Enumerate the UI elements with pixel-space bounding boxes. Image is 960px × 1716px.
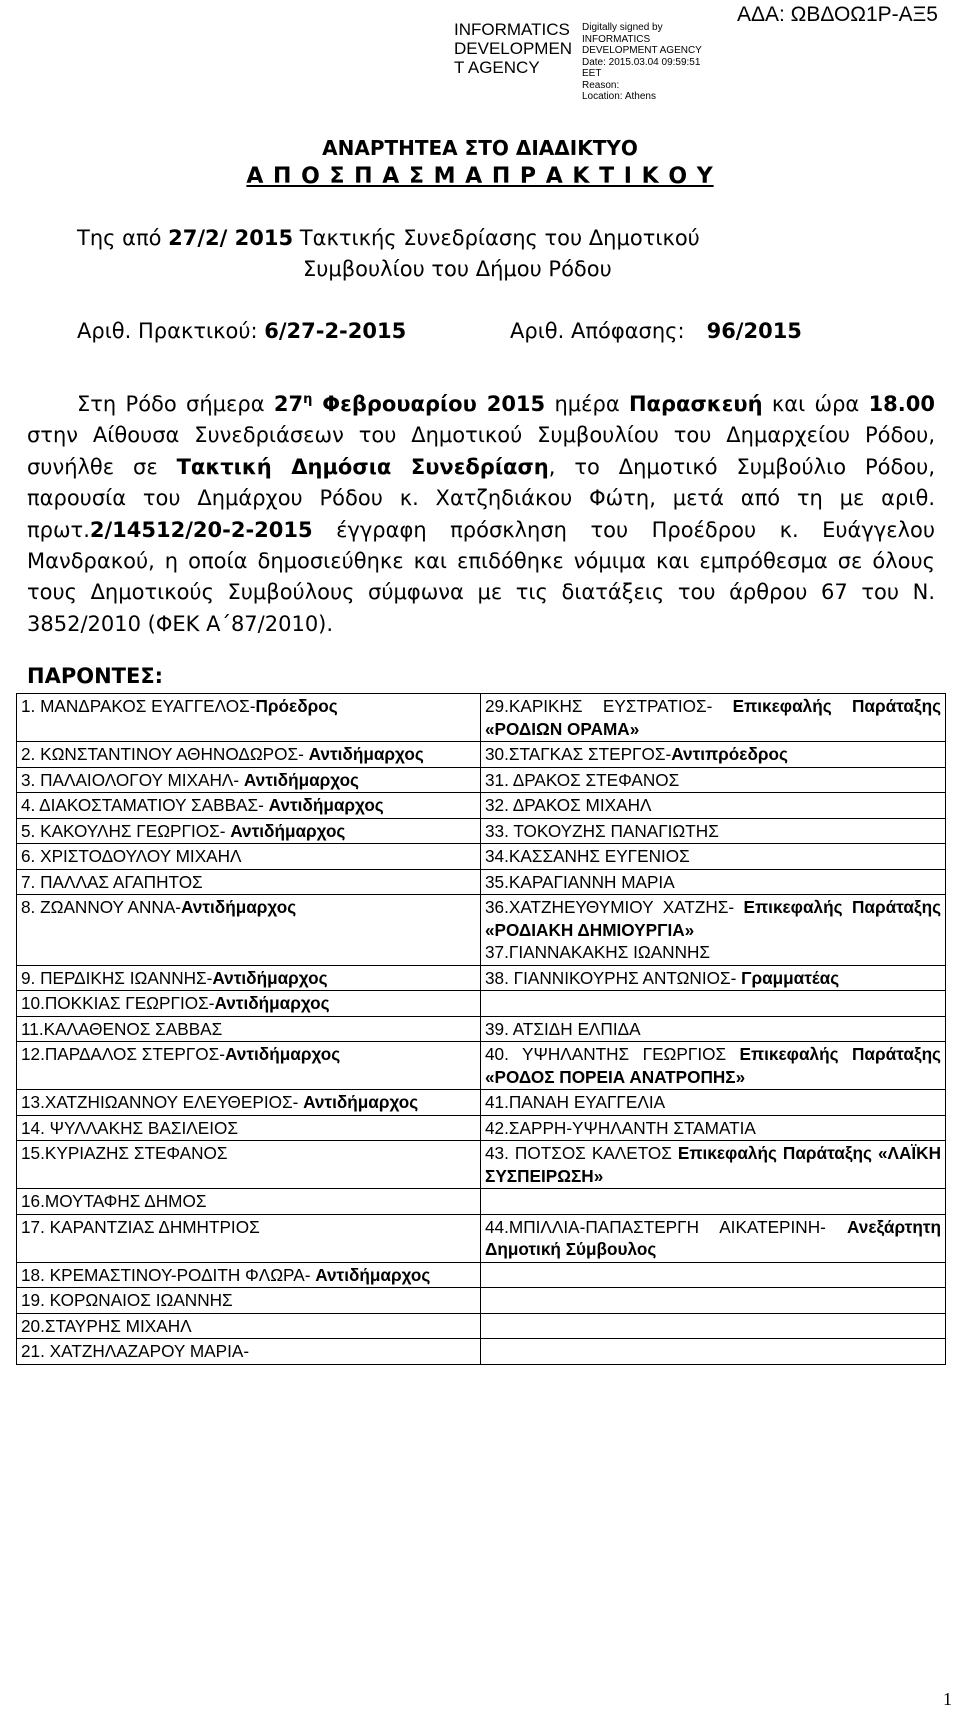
signature-name (454, 20, 572, 77)
attendee-role: Αντιπρόεδρος (671, 744, 788, 764)
decision-label: Αριθ. Απόφασης: (510, 319, 685, 343)
intro-time: 18.00 (868, 392, 935, 416)
attendee-cell-right (481, 767, 946, 793)
attendee-role: Πρόεδρος (255, 696, 338, 716)
attendee-name: 19. ΚΟΡΩΝΑΙΟΣ ΙΩΑΝΝΗΣ (21, 1290, 233, 1310)
attendee-cell-left (17, 1141, 481, 1189)
attendee-name: 2. ΚΩΝΣΤΑΝΤΙΝΟΥ ΑΘΗΝΟΔΩΡΟΣ- (21, 744, 309, 764)
attendee-role: Επικεφαλής Παράταξης «ΡΟΔΙΩΝ ΟΡΑΜΑ» (485, 696, 942, 739)
attendee-cell-left (17, 869, 481, 895)
session-date: 27/2/ 2015 (168, 226, 294, 250)
session-line-2: Συμβουλίου του Δήμου Ρόδου (303, 257, 612, 281)
attendee-name: 35.ΚΑΡΑΓΙΑΝΝΗ ΜΑΡΙΑ (485, 871, 675, 892)
attendee-cell-left (17, 991, 481, 1017)
attendee-name: 31. ΔΡΑΚΟΣ ΣΤΕΦΑΝΟΣ (485, 769, 680, 790)
table-row (17, 869, 946, 895)
signature-detail-line: EET (582, 68, 602, 79)
intro-text: , το Δημοτικό Συμβούλιο Ρόδου, παρουσία του Δημάρχου Ρόδου κ. Χατζηδιάκου Φώτη, μετά από τη με αριθ. πρωτ. (27, 454, 936, 542)
attendee-name: 12.ΠΑΡΔΑΛΟΣ ΣΤΕΡΓΟΣ- (21, 1044, 226, 1064)
attendee-role: Αντιδήμαρχος (181, 897, 297, 917)
attendee-name: 15.ΚΥΡΙΑΖΗΣ ΣΤΕΦΑΝΟΣ (21, 1143, 228, 1163)
signature-detail-line: Reason: (582, 79, 620, 91)
attendee-cell-left (17, 1090, 481, 1116)
attendee-role: Επικεφαλής Παράταξης «ΡΟΔΙΑΚΗ ΔΗΜΙΟΥΡΓΙΑ» (485, 897, 942, 940)
table-row (17, 767, 946, 793)
attendee-cell-right (481, 1339, 946, 1365)
signature-details (582, 22, 702, 103)
attendee-cell-right (481, 694, 946, 742)
intro-month: Φεβρουαρίου 2015 (312, 392, 546, 416)
attendee-role: Αντιδήμαρχος (230, 820, 346, 841)
attendee-name: 37.ΓΙΑΝΝΑΚΑΚΗΣ ΙΩΑΝΝΗΣ (485, 942, 711, 962)
attendee-name: 39. ΑΤΣΙΔΗ ΕΛΠΙΔΑ (485, 1018, 641, 1039)
attendee-cell-left (17, 1288, 481, 1314)
table-row (17, 895, 946, 966)
attendee-cell-left (17, 1262, 481, 1288)
attendee-name: 43. ΠΟΤΣΟΣ ΚΑΛΕΤΟΣ (485, 1143, 678, 1163)
page-number: 1 (943, 1689, 952, 1709)
attendee-cell-right (481, 844, 946, 870)
table-row (17, 844, 946, 870)
attendee-cell-right (481, 1288, 946, 1314)
table-row (17, 1313, 946, 1339)
table-row (17, 1115, 946, 1141)
table-row (17, 1288, 946, 1314)
session-pre: Της από (77, 226, 169, 250)
table-row (17, 1141, 946, 1189)
attendee-role: Αντιδήμαρχος (243, 769, 360, 790)
signature-detail-line: INFORMATICS (582, 33, 651, 45)
signature-detail-line: Date: 2015.03.04 09:59:51 (582, 56, 701, 68)
attendee-cell-right (481, 818, 946, 844)
attendee-role: Επικεφαλής Παράταξης «ΡΟΔΟΣ ΠΟΡΕΙΑ ΑΝΑΤΡΟΠΗΣ» (485, 1044, 941, 1087)
attendee-name: 44.ΜΠΙΛΛΙΑ-ΠΑΠΑΣΤΕΡΓΗ ΑΙΚΑΤΕΡΙΝΗ- (485, 1216, 847, 1237)
table-row (17, 1262, 946, 1288)
present-title: ΠΑΡΟΝΤΕΣ: (27, 664, 164, 688)
attendee-role: Αντιδήμαρχος (214, 993, 330, 1013)
attendee-cell-right (481, 1115, 946, 1141)
attendee-cell-right (481, 1189, 946, 1215)
attendee-cell-right (481, 1090, 946, 1116)
attendee-cell-right (481, 1313, 946, 1339)
attendee-name: 38. ΓΙΑΝΝΙΚΟΥΡΗΣ ΑΝΤΩΝΙΟΣ- (485, 967, 742, 988)
attendee-name: 4. ΔΙΑΚΟΣΤΑΜΑΤΙΟΥ ΣΑΒΒΑΣ- (21, 795, 269, 815)
intro-protocol: 2/14512/20-2-2015 (89, 517, 313, 542)
attendee-name: 7. ΠΑΛΛΑΣ ΑΓΑΠΗΤΟΣ (21, 871, 203, 892)
minutes-label: Αριθ. Πρακτικού: (77, 319, 265, 343)
attendee-cell-right (481, 869, 946, 895)
attendee-cell-left (17, 767, 481, 793)
attendee-cell-right (481, 965, 946, 991)
decision-number (510, 319, 802, 343)
decision-value: 96/2015 (706, 319, 802, 343)
attendee-name: 32. ΔΡΑΚΟΣ ΜΙΧΑΗΛ (485, 795, 652, 815)
attendee-name: 17. ΚΑΡΑΝΤΖΙΑΣ ΔΗΜΗΤΡΙΟΣ (21, 1216, 260, 1237)
table-row (17, 1042, 946, 1090)
attendee-cell-left (17, 895, 481, 966)
table-row (17, 965, 946, 991)
attendee-name: 3. ΠΑΛΑΙΟΛΟΓΟΥ ΜΙΧΑΗΛ- (21, 769, 244, 790)
attendee-cell-left (17, 793, 481, 819)
intro-session-type: Τακτική Δημόσια Συνεδρίαση (176, 454, 549, 479)
attendee-role: Αντιδήμαρχος (268, 795, 384, 815)
intro-paragraph (27, 384, 935, 640)
attendee-cell-left (17, 1189, 481, 1215)
attendee-name: 10.ΠΟΚΚΙΑΣ ΓΕΩΡΓΙΟΣ- (21, 993, 215, 1013)
attendee-cell-left (17, 844, 481, 870)
attendee-name: 41.ΠΑΝΑΗ ΕΥΑΓΓΕΛΙΑ (485, 1092, 666, 1112)
table-row (17, 1016, 946, 1042)
attendee-cell-right (481, 991, 946, 1017)
attendee-name: 42.ΣΑΡΡΗ-ΥΨΗΛΑΝΤΗ ΣΤΑΜΑΤΙΑ (485, 1117, 756, 1138)
attendee-cell-left (17, 694, 481, 742)
attendee-cell-left (17, 742, 481, 768)
attendee-name: 5. ΚΑΚΟΥΛΗΣ ΓΕΩΡΓΙΟΣ- (21, 820, 231, 841)
attendee-name: 29.ΚΑΡΙΚΗΣ ΕΥΣΤΡΑΤΙΟΣ- (485, 696, 733, 716)
attendee-cell-right (481, 742, 946, 768)
attendee-cell-left (17, 818, 481, 844)
attendee-name: 18. ΚΡΕΜΑΣΤΙΝΟΥ-ΡΟΔΙΤΗ ΦΛΩΡΑ- (21, 1264, 316, 1285)
intro-text: έγγραφη πρόσκληση του Προέδρου κ. Ευάγγελου Μανδρακού, η οποία δημοσιεύθηκε και επιδόθηκε νόμιμα και εμπρόθεσμα σε όλους τους Δημοτικούς Συμβούλους σύμφωνα με τις διατάξεις του άρθρου 67 του Ν. 3852/2010 (ΦΕΚ Α΄87/2010). (27, 517, 935, 636)
document-title: Α Π Ο Σ Π Α Σ Μ Α Π Ρ Α Κ Τ Ι Κ Ο Υ (246, 164, 714, 189)
attendee-cell-right (481, 895, 946, 966)
signature-name-line: T AGENCY (454, 58, 540, 77)
intro-weekday: Παρασκευή (628, 392, 763, 416)
attendee-cell-left (17, 1016, 481, 1042)
attendee-name: 8. ΖΩΑΝΝΟΥ ΑΝΝΑ- (21, 897, 182, 917)
session-line (77, 226, 700, 250)
attendee-cell-left (17, 1313, 481, 1339)
intro-text: Στη Ρόδο σήμερα (77, 392, 274, 416)
minutes-value: 6/27-2-2015 (264, 319, 407, 343)
intro-text: στην Αίθουσα Συνεδριάσεων του Δημοτικού Συμβουλίου του Δημαρχείου Ρόδου, συνήλθε σε (27, 423, 935, 479)
signature-name-line: DEVELOPMEN (454, 39, 573, 58)
attendee-name: 13.ΧΑΤΖΗΙΩΑΝΝΟΥ ΕΛΕΥΘΕΡΙΟΣ- (21, 1092, 304, 1112)
posting-notice: ΑΝΑΡΤΗΤΕΑ ΣΤΟ ΔΙΑΔΙΚΤΥΟ (322, 136, 638, 160)
attendee-name: 14. ΨΥΛΛΑΚΗΣ ΒΑΣΙΛΕΙΟΣ (21, 1117, 238, 1138)
attendee-role: Ανεξάρτητη Δημοτική Σύμβουλος (485, 1216, 941, 1259)
attendee-cell-right (481, 793, 946, 819)
attendees-table (16, 693, 946, 1365)
intro-text: και ώρα (762, 392, 869, 416)
session-post: Τακτικής Συνεδρίασης του Δημοτικού (293, 226, 700, 250)
attendee-name: 34.ΚΑΣΣΑΝΗΣ ΕΥΓΕΝΙΟΣ (485, 846, 690, 866)
attendee-cell-left (17, 1115, 481, 1141)
signature-detail-line: Location: Athens (582, 91, 656, 102)
day-number: 27 (273, 392, 304, 416)
attendee-role: Αντιδήμαρχος (225, 1044, 341, 1064)
attendee-cell-left (17, 1042, 481, 1090)
attendee-name: 20.ΣΤΑΥΡΗΣ ΜΙΧΑΗΛ (21, 1315, 192, 1336)
attendee-name: 40. ΥΨΗΛΑΝΤΗΣ ΓΕΩΡΓΙΟΣ (485, 1044, 740, 1064)
attendee-name: 6. ΧΡΙΣΤΟΔΟΥΛΟΥ ΜΙΧΑΗΛ (21, 846, 242, 866)
attendee-name: 16.ΜΟΥΤΑΦΗΣ ΔΗΜΟΣ (21, 1191, 207, 1211)
intro-day (274, 392, 545, 416)
attendee-name: 33. ΤΟΚΟΥΖΗΣ ΠΑΝΑΓΙΩΤΗΣ (485, 820, 719, 841)
table-row (17, 818, 946, 844)
attendee-role: Επικεφαλής Παράταξης «ΛΑΪΚΗ ΣΥΣΠΕΙΡΩΣΗ» (485, 1143, 942, 1186)
day-suffix: η (303, 392, 313, 407)
ada-code: ΑΔΑ: ΩΒΔΟΩ1Ρ-ΑΞ5 (736, 3, 938, 26)
signature-detail-line: DEVELOPMENT AGENCY (582, 45, 702, 56)
table-row (17, 742, 946, 768)
table-row (17, 1339, 946, 1365)
attendee-role: Γραμματέας (741, 967, 840, 988)
attendee-role: Αντιδήμαρχος (212, 967, 328, 988)
attendee-cell-left (17, 1214, 481, 1262)
table-row (17, 1214, 946, 1262)
attendee-role: Αντιδήμαρχος (315, 1264, 431, 1285)
attendee-name: 1. ΜΑΝΔΡΑΚΟΣ ΕΥΑΓΓΕΛΟΣ- (21, 696, 256, 716)
attendee-cell-left (17, 965, 481, 991)
table-row (17, 694, 946, 742)
signature-detail-line: Digitally signed by (582, 22, 663, 33)
attendee-role: Αντιδήμαρχος (303, 1092, 419, 1112)
attendee-role: Αντιδήμαρχος (308, 744, 424, 764)
attendee-name: 21. ΧΑΤΖΗΛΑΖΑΡΟΥ ΜΑΡΙΑ- (21, 1341, 250, 1361)
table-row (17, 1090, 946, 1116)
attendee-cell-right (481, 1141, 946, 1189)
attendee-cell-right (481, 1262, 946, 1288)
attendee-name: 30.ΣΤΑΓΚΑΣ ΣΤΕΡΓΟΣ- (485, 744, 672, 764)
attendee-cell-left (17, 1339, 481, 1365)
attendee-cell-right (481, 1016, 946, 1042)
attendee-name: 11.ΚΑΛΑΘΕΝΟΣ ΣΑΒΒΑΣ (21, 1018, 223, 1039)
table-row (17, 1189, 946, 1215)
attendee-cell-right (481, 1214, 946, 1262)
table-row (17, 991, 946, 1017)
minutes-number (77, 319, 406, 343)
table-row (17, 793, 946, 819)
intro-text: ημέρα (545, 392, 629, 416)
attendee-name: 9. ΠΕΡΔΙΚΗΣ ΙΩΑΝΝΗΣ- (21, 967, 213, 988)
signature-name-line: INFORMATICS (454, 20, 570, 39)
attendee-name: 36.ΧΑΤΖΗΕΥΘΥΜΙΟΥ ΧΑΤΖΗΣ- (485, 897, 744, 917)
attendee-cell-right (481, 1042, 946, 1090)
